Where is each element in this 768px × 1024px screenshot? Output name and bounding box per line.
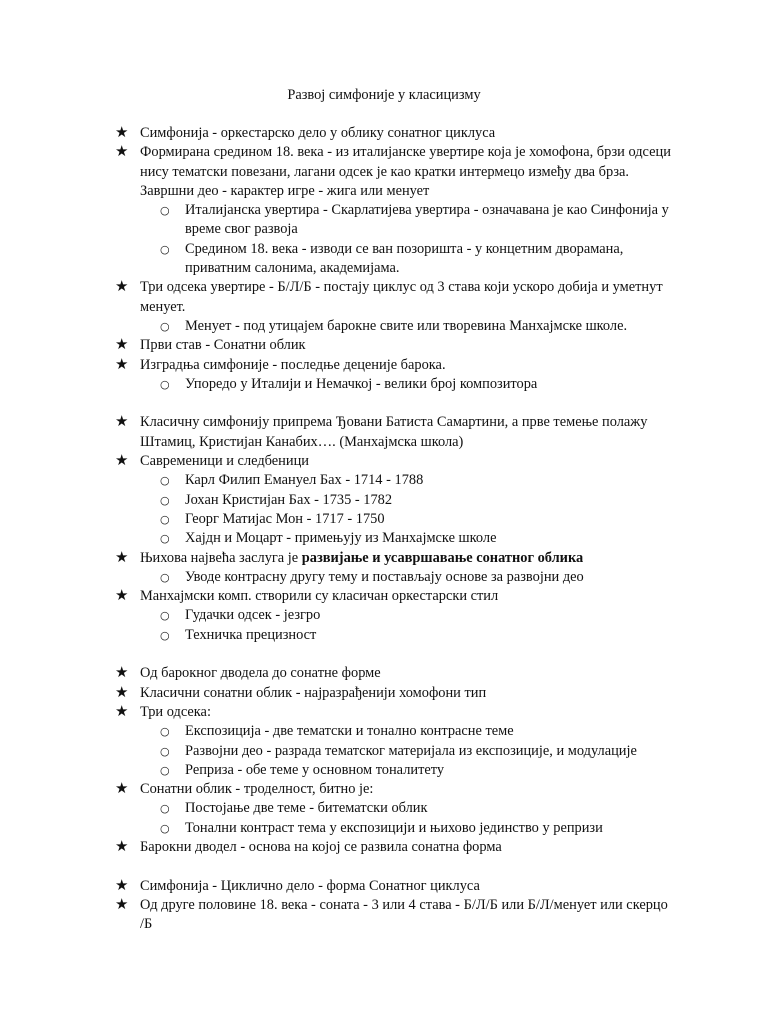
section: [113, 124, 673, 394]
circle-bullet-icon: ○: [160, 474, 170, 488]
circle-bullet-icon: ○: [160, 319, 170, 333]
star-bullet-icon: ★: [115, 142, 129, 161]
sub-list-item-text: Карл Филип Емануел Бах - 1714 - 1788: [185, 472, 424, 489]
star-bullet-icon: ★: [115, 682, 129, 701]
circle-bullet-icon: ○: [160, 532, 170, 546]
circle-bullet-icon: ○: [160, 821, 170, 835]
sub-list-item-text: Експозиција - две тематски и тонално контрасне теме: [185, 723, 514, 740]
sub-list-item-text: Средином 18. века - изводи се ван позоришта - у концетним дворамана, приватним салонима, академијама.: [185, 240, 624, 277]
sub-list-item-text: Јохан Кристијан Бах - 1735 - 1782: [185, 491, 393, 508]
document-title: Развој симфоније у класицизму: [287, 87, 481, 103]
list-item: [113, 896, 673, 935]
document-body: [113, 124, 673, 934]
list-item-text: Од друге половине 18. века - соната - 3 или 4 става - Б/Л/Б или Б/Л/менует или скерцо /Б: [140, 896, 668, 933]
circle-bullet-icon: ○: [160, 242, 170, 256]
star-bullet-icon: ★: [115, 875, 129, 894]
sub-list-item: [113, 201, 673, 240]
list-item: [113, 684, 673, 703]
list-item: [113, 664, 673, 683]
sub-list-item: [113, 626, 673, 645]
list-item: [113, 587, 673, 606]
circle-bullet-icon: ○: [160, 493, 170, 507]
section: [113, 664, 673, 857]
list-item-text: Симфонија - оркестарско дело у облику сонатног циклуса: [140, 125, 496, 141]
star-bullet-icon: ★: [115, 701, 129, 720]
star-bullet-icon: ★: [115, 412, 129, 431]
star-bullet-icon: ★: [115, 123, 129, 141]
list-item: [113, 336, 673, 355]
list-item-text: Први став - Сонатни облик: [140, 337, 306, 354]
list-item: [113, 278, 673, 317]
list-item-text: Три одсека:: [140, 703, 211, 720]
sub-list-item: [113, 799, 673, 818]
star-bullet-icon: ★: [115, 335, 129, 354]
list-item: [113, 780, 673, 799]
list-item-bold-text: развијање и усавршавање сонатног облика: [301, 549, 584, 566]
list-item: [113, 143, 673, 201]
sub-list-item: [113, 317, 673, 336]
sub-list-item: [113, 819, 673, 838]
list-item: [113, 452, 673, 471]
circle-bullet-icon: ○: [160, 725, 170, 739]
list-item-text: Барокни дводел - основа на којој се развила сонатна форма: [140, 838, 502, 855]
circle-bullet-icon: ○: [160, 377, 170, 391]
sub-list-item: [113, 529, 673, 548]
list-item: [113, 877, 673, 896]
circle-bullet-icon: ○: [160, 570, 170, 584]
sub-list-item-text: Италијанска увертира - Скарлатијева увертира - означавана је као Синфонија у време свог развоја: [185, 202, 669, 238]
list-item-text: Класични сонатни облик - најразрађенији хомофони тип: [140, 684, 487, 701]
section: [113, 877, 673, 935]
list-item: [113, 413, 673, 452]
sub-list-item-text: Постојање две теме - битематски облик: [185, 800, 428, 817]
list-item: [113, 703, 673, 722]
list-item-text: Формирана средином 18. века - из италијанске увертире која је хомофона, брзи одсеци нису тематски повезани, лагани одсек је као кратки интермецо између два брза. Завршни део - карактер игре - жига или менует: [140, 144, 671, 199]
star-bullet-icon: ★: [115, 586, 129, 605]
sub-list-item: [113, 510, 673, 529]
list-item: [113, 356, 673, 375]
sub-list-item-text: Реприза - обе теме у основном тоналитету: [185, 761, 445, 778]
star-bullet-icon: ★: [115, 277, 129, 296]
list-item-text: Класичну симфонију припрема Ђовани Батиста Самартини, а прве темење полажу Штамиц, Кристијан Канабих…. (Манхајмска школа): [140, 414, 648, 450]
sub-list-item: [113, 491, 673, 510]
sub-list-item: [113, 761, 673, 780]
sub-list-item: [113, 471, 673, 490]
star-bullet-icon: ★: [115, 779, 129, 798]
circle-bullet-icon: ○: [160, 609, 170, 623]
section: [113, 413, 673, 645]
list-item-text: Савременици и следбеници: [140, 453, 309, 470]
circle-bullet-icon: ○: [160, 744, 170, 758]
sub-list-item-text: Уводе контрасну другу тему и постављају основе за развојни део: [185, 568, 584, 585]
sub-list-item: [113, 240, 673, 279]
list-item-text: Симфонија - Циклично дело - форма Сонатног циклуса: [140, 877, 480, 894]
list-item-text: Изградња симфоније - последње деценије барока.: [140, 356, 446, 373]
star-bullet-icon: ★: [115, 547, 129, 566]
list-item-text: Манхајмски комп. створили су класичан оркестарски стил: [140, 588, 499, 605]
list-item: [113, 549, 673, 568]
star-bullet-icon: ★: [115, 836, 129, 855]
list-item-text: Три одсека увертире - Б/Л/Б - постају циклус од 3 става који ускоро добија и уметнут менует.: [140, 279, 663, 315]
sub-list-item-text: Гудачки одсек - језгро: [185, 607, 321, 624]
sub-list-item: [113, 606, 673, 625]
sub-list-item: [113, 375, 673, 394]
sub-list-item-text: Георг Матијас Мон - 1717 - 1750: [185, 510, 385, 527]
list-item: [113, 124, 673, 143]
star-bullet-icon: ★: [115, 894, 129, 913]
sub-list-item-text: Упоредо у Италији и Немачкој - велики број композитора: [185, 375, 538, 392]
star-bullet-icon: ★: [115, 354, 129, 373]
sub-list-item-text: Хајдн и Моцарт - примењују из Манхајмске школе: [185, 530, 497, 547]
circle-bullet-icon: ○: [160, 628, 170, 642]
circle-bullet-icon: ○: [160, 763, 170, 777]
star-bullet-icon: ★: [115, 663, 129, 682]
sub-list-item: [113, 742, 673, 761]
sub-list-item-text: Развојни део - разрада тематског материјала из експозиције, и модулације: [185, 742, 637, 759]
circle-bullet-icon: ○: [160, 512, 170, 526]
circle-bullet-icon: ○: [160, 204, 170, 218]
sub-list-item-text: Тонални контраст тема у експозицији и њихово јединство у репризи: [185, 819, 603, 836]
star-bullet-icon: ★: [115, 451, 129, 470]
list-item-text: Сонатни облик - троделност, битно је:: [140, 781, 374, 798]
list-item: [113, 838, 673, 857]
sub-list-item-text: Менует - под утицајем барокне свите или творевина Манхајмске школе.: [185, 317, 628, 334]
circle-bullet-icon: ○: [160, 802, 170, 816]
list-item-text: Њихова највећа заслуга је: [140, 549, 302, 566]
sub-list-item-text: Техничка прецизност: [185, 626, 317, 643]
sub-list-item: [113, 722, 673, 741]
sub-list-item: [113, 568, 673, 587]
list-item-text: Од барокног дводела до сонатне форме: [140, 665, 381, 682]
